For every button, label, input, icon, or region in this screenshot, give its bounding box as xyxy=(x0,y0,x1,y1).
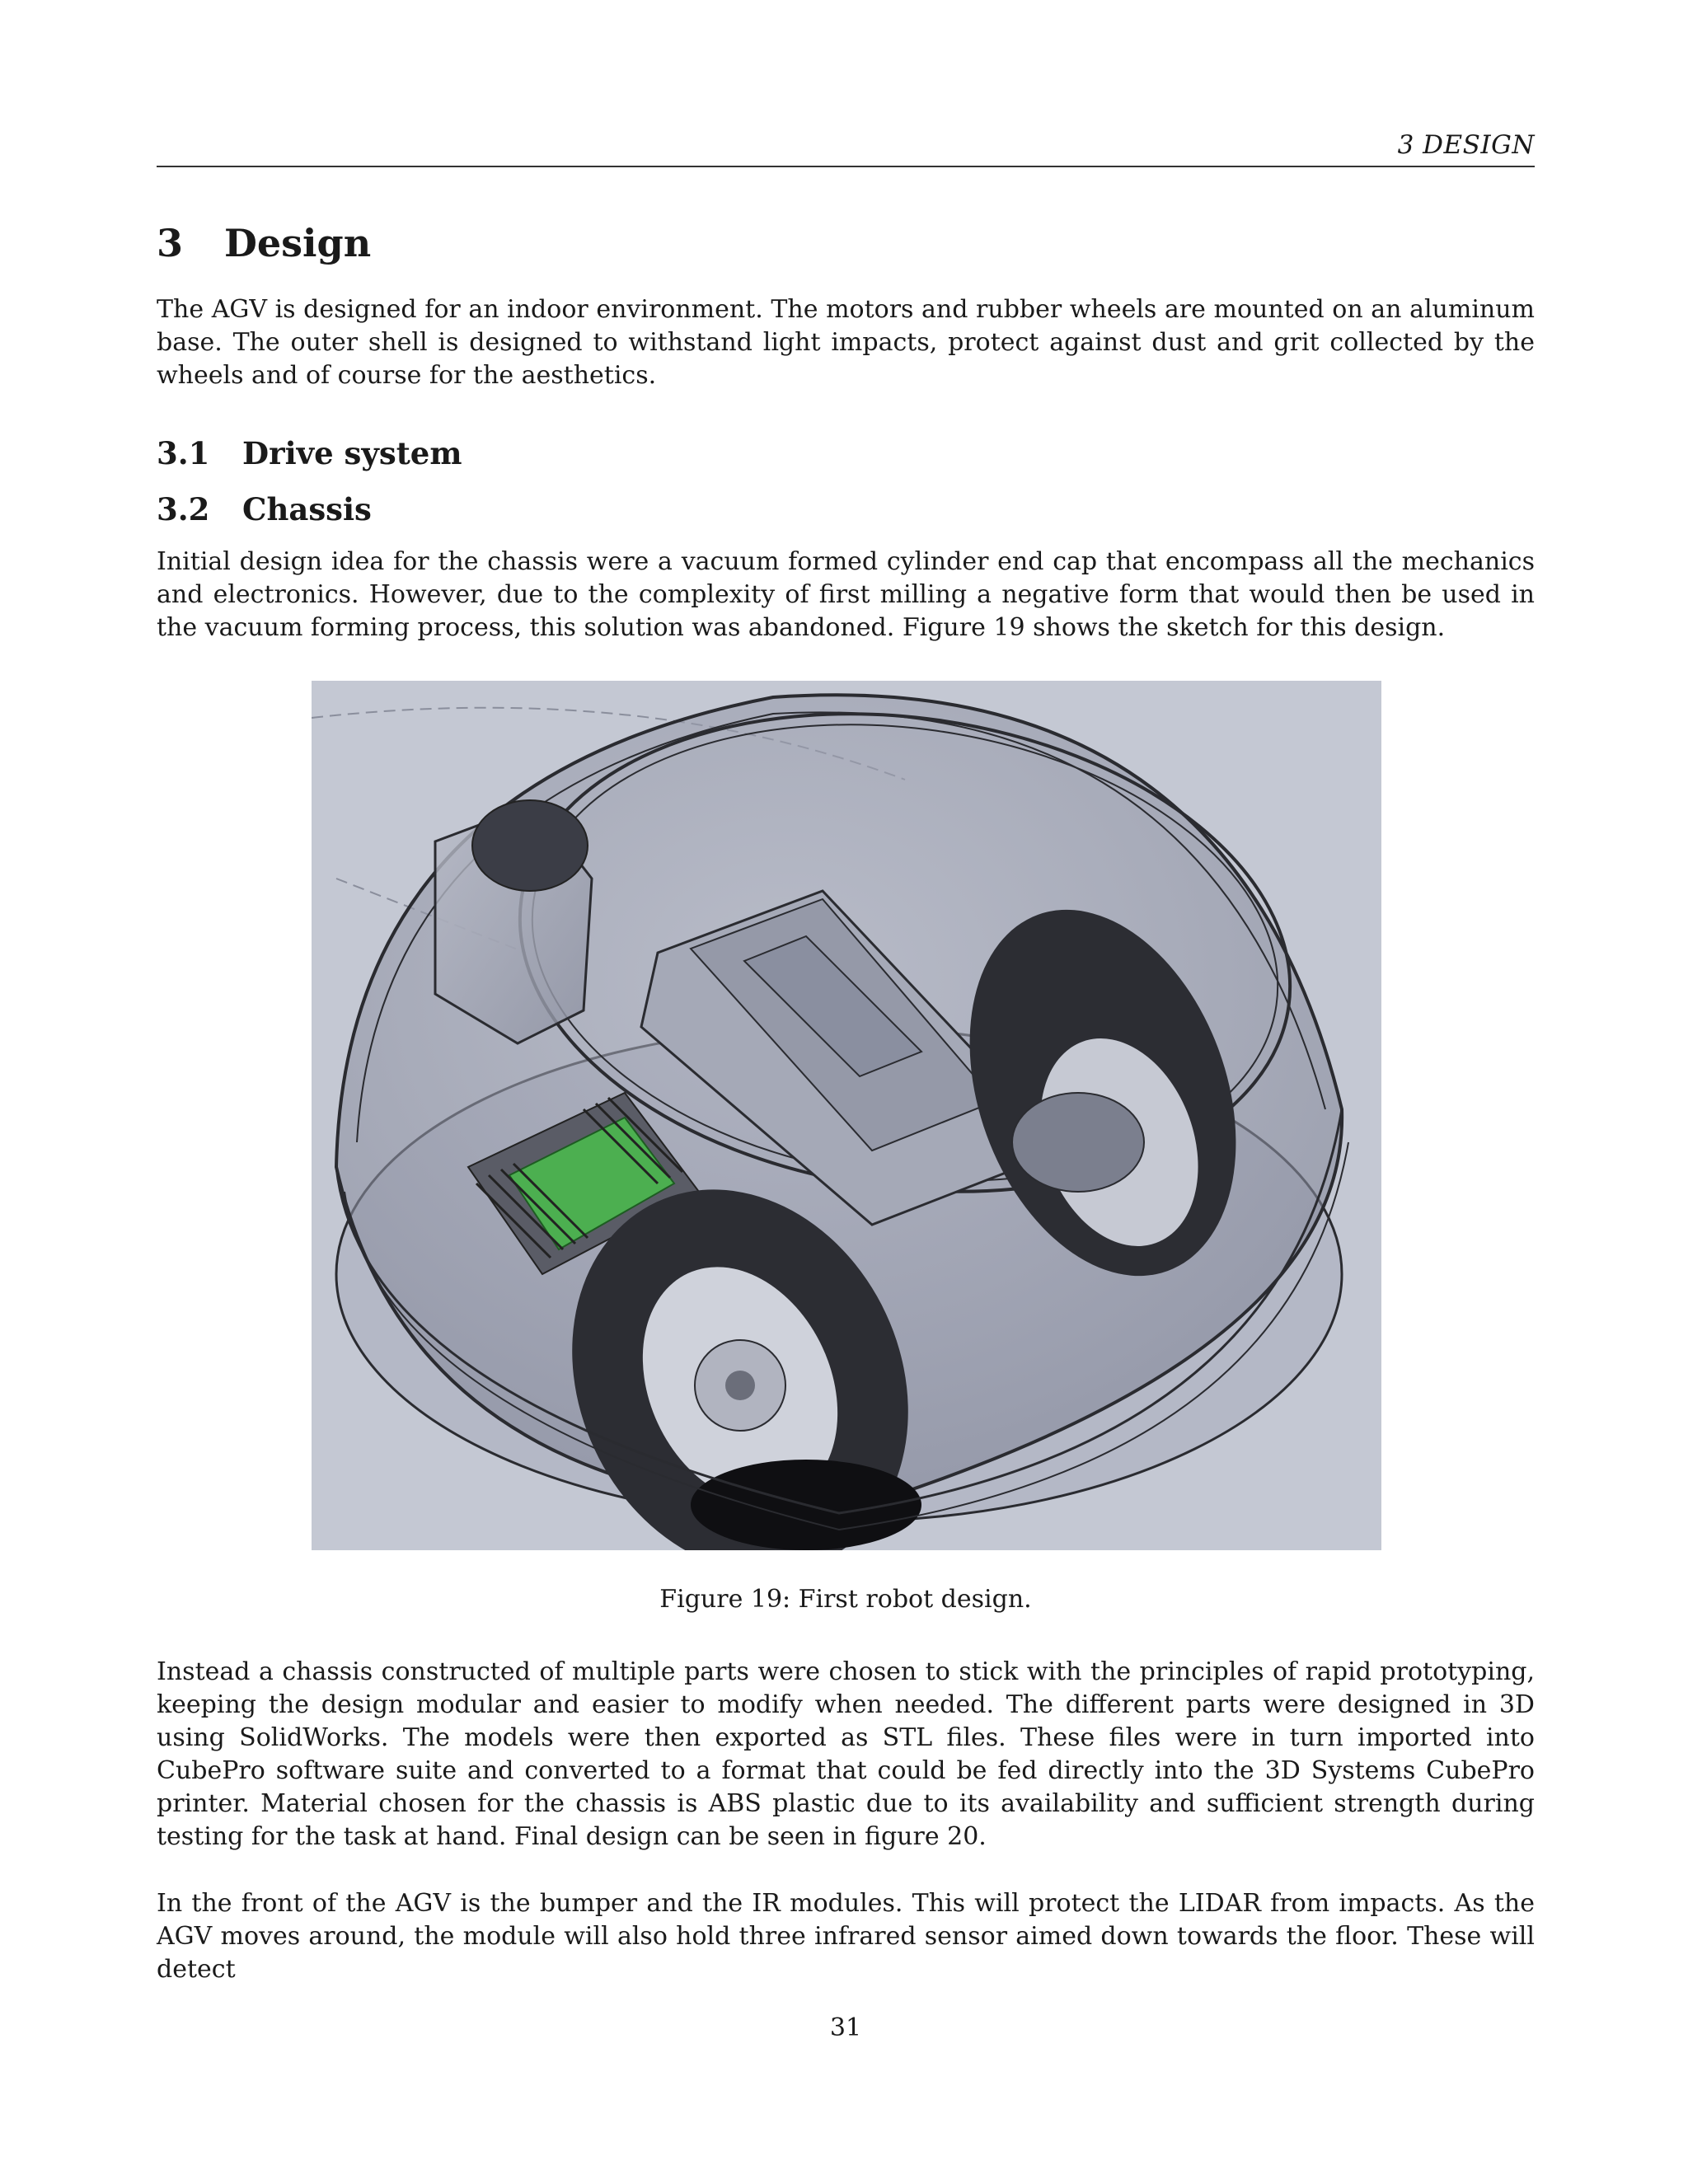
subsection-number: 3.1 xyxy=(157,435,210,471)
chassis-paragraph-2: Instead a chassis constructed of multiple parts were chosen to stick with the principles of rapid prototyping, keeping the design modular and easier to modify when needed. The different parts were designed in 3D using SolidWorks. The models were then exported as STL files. These files were in turn imported into CubePro software suite and converted to a format that could be fed directly into the 3D Systems CubePro printer. Material chosen for the chassis is ABS plastic due to its availability and sufficient strength during testing for the task at hand. Final design can be seen in figure 20. xyxy=(157,1657,1535,1851)
figure-caption: Figure 19: First robot design. xyxy=(659,1585,1032,1614)
section-number: 3 xyxy=(157,221,184,265)
subsection-title: Drive system xyxy=(242,435,462,471)
page-number: 31 xyxy=(829,2013,862,2042)
chassis-paragraph-1: Initial design idea for the chassis were a vacuum formed cylinder end cap that encompass all the mechanics and electronics. However, due to the complexity of first milling a negative form that would then be used in the vacuum forming process, this solution was abandoned. Figure 19 shows the sketch for this design. xyxy=(157,547,1535,642)
subsection-number: 3.2 xyxy=(157,491,210,527)
subsection-heading-chassis xyxy=(157,491,372,527)
section-heading xyxy=(157,221,371,265)
header-rule xyxy=(157,166,1535,167)
running-head: 3 DESIGN xyxy=(1397,130,1535,160)
robot-design-figure xyxy=(312,681,1381,1550)
page xyxy=(157,0,1535,2184)
intro-paragraph: The AGV is designed for an indoor environment. The motors and rubber wheels are mounted on an aluminum base. The outer shell is designed to withstand light impacts, protect against dust and grit collected by the wheels and of course for the aesthetics. xyxy=(157,295,1535,390)
robot-render-illustration xyxy=(312,681,1381,1550)
section-title: Design xyxy=(224,221,372,265)
subsection-heading-drive-system xyxy=(157,435,462,471)
subsection-title: Chassis xyxy=(242,491,372,527)
chassis-paragraph-3: In the front of the AGV is the bumper and the IR modules. This will protect the LIDAR from impacts. As the AGV moves around, the module will also hold three infrared sensor aimed down towards the floor. These will detect xyxy=(157,1889,1535,1984)
